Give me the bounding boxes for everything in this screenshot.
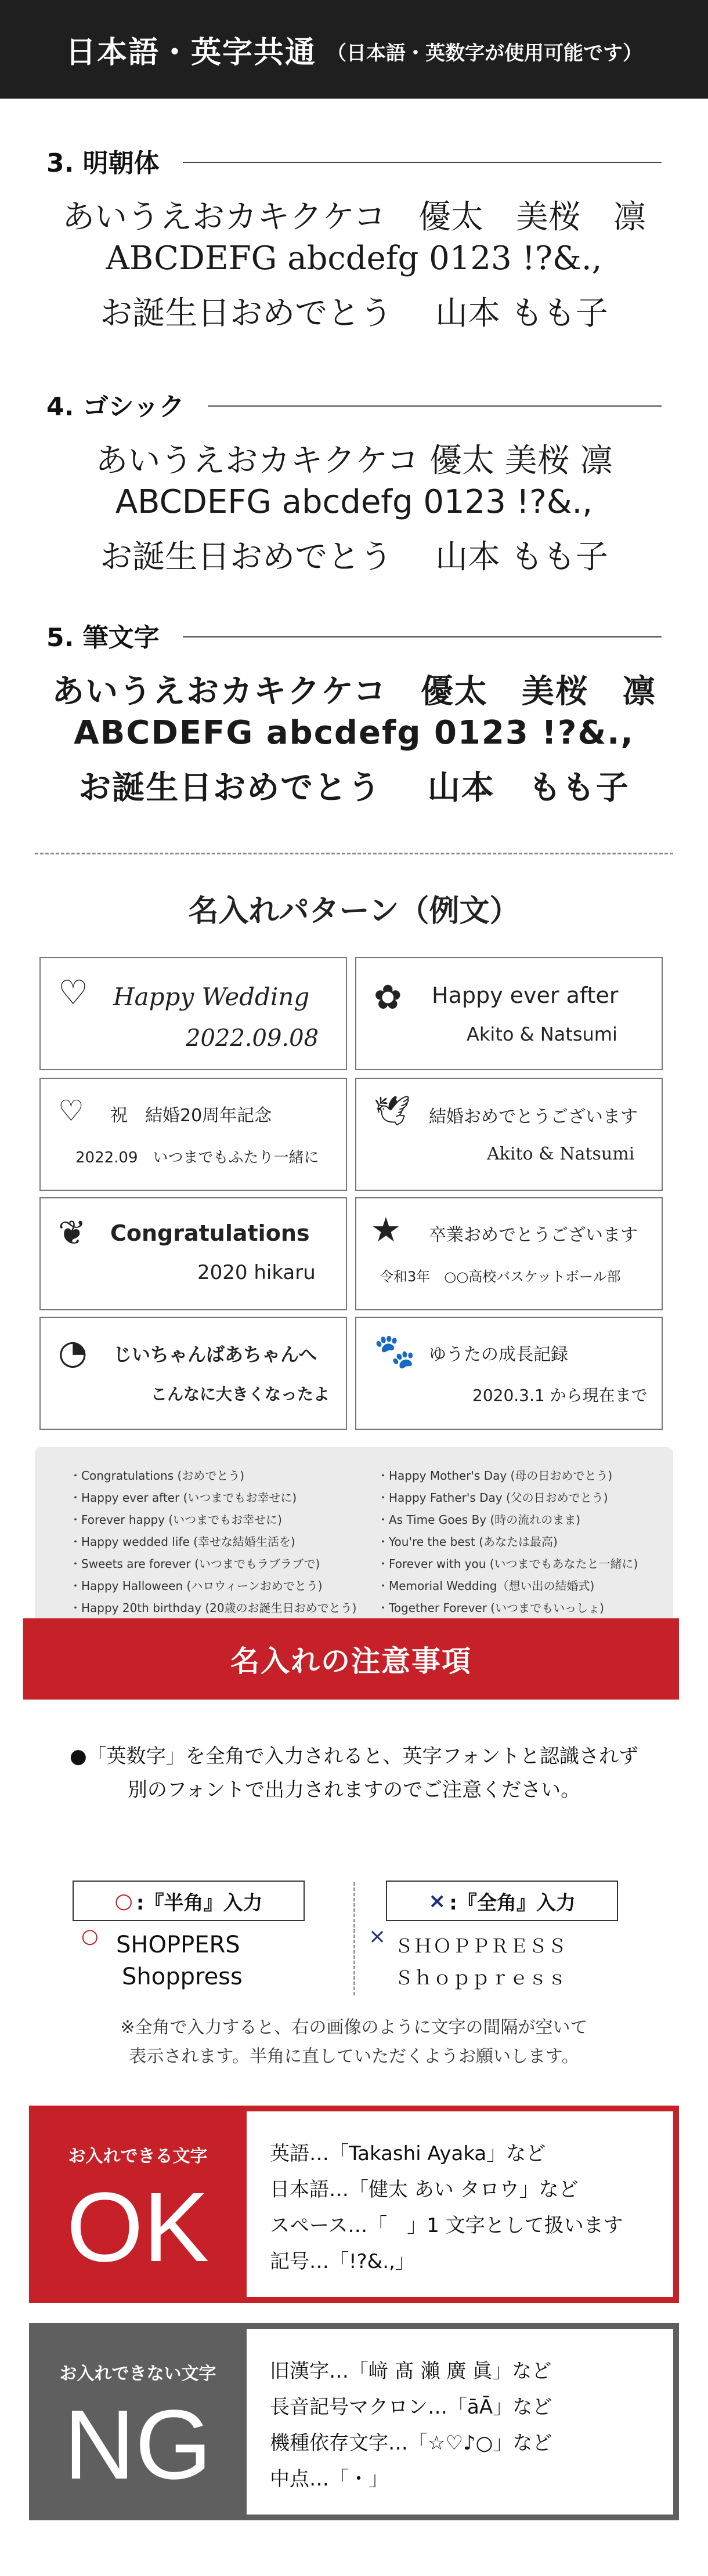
ok-block — [29, 2106, 679, 2303]
pattern-line-2: こんなに大きくなったよ — [151, 1385, 330, 1404]
example-item: ・Happy wedded life (幸せな結婚生活を) — [70, 1535, 295, 1549]
sample-line: あいうえおカキクケコ 優太 美桜 凛 — [62, 198, 646, 236]
sample-line: ABCDEFG abcdefg 0123 !?&., — [74, 714, 634, 752]
ng-list — [247, 2323, 679, 2520]
bird-icon: ◔ — [58, 1332, 88, 1372]
note-line-2: 別のフォントで出力されますのでご注意ください。 — [127, 1778, 581, 1802]
top-banner — [0, 0, 708, 99]
example-item: ・Forever happy (いつまでもお幸せに) — [70, 1513, 282, 1527]
heart-icon: ♡ — [58, 973, 88, 1012]
pattern-line-1: じいちゃんばあちゃんへ — [113, 1343, 317, 1365]
ng-item: 長音記号マクロン…「āĀ」など — [270, 2396, 552, 2419]
section-label: 5. 筆文字 — [46, 623, 160, 653]
section-rule — [183, 636, 662, 637]
pattern-box — [39, 1317, 347, 1430]
pattern-box — [39, 1078, 347, 1191]
example-item: ・Together Forever (いつまでもいっしょ) — [377, 1601, 604, 1615]
section-header — [46, 142, 662, 179]
sample-line: ABCDEFG abcdefg 0123 !?&., — [106, 240, 602, 277]
full-sample-1: ＳＨＯＰＰＲＥＳＳ — [395, 1935, 568, 1957]
pattern-line-2: 2022.09 いつまでもふたり一緒に — [75, 1149, 319, 1166]
pattern-line-1: 卒業おめでとうございます — [429, 1225, 638, 1245]
sample-line: お誕生日おめでとう 山本 もも子 — [100, 538, 608, 576]
section-label: 4. ゴシック — [46, 392, 185, 422]
notes-title-bar — [23, 1618, 679, 1700]
half-width-text: :『半角』入力 — [136, 1891, 263, 1915]
example-item: ・Sweets are forever (いつまでもラブラブで) — [70, 1557, 320, 1571]
ng-small-label: お入れできない文字 — [59, 2364, 216, 2384]
pattern-box — [355, 1078, 663, 1191]
ng-block — [29, 2323, 679, 2520]
caption-line-2: 表示されます。半角に直していただくようお願いします。 — [129, 2046, 579, 2067]
cross-mark-icon: × — [369, 1925, 386, 1948]
examples-panel — [35, 1447, 673, 1647]
sample-line: あいうえおカキクケコ 優太 美桜 凛 — [95, 442, 613, 480]
notes-title: 名入れの注意事項 — [230, 1644, 472, 1678]
ok-item: 日本語…「健太 あい タロウ」など — [270, 2178, 579, 2201]
ok-item: 英語…「Takashi Ayaka」など — [270, 2142, 546, 2165]
example-item: ・You're the best (あなたは最高) — [377, 1535, 558, 1549]
ng-big-label: NG — [64, 2390, 212, 2500]
ok-big-label: OK — [66, 2172, 209, 2282]
example-item: ・Happy Father's Day (父の日おめでとう) — [377, 1491, 608, 1505]
banner-title: 日本語・英字共通 — [65, 35, 316, 70]
pattern-line-1: Happy Wedding — [113, 983, 310, 1011]
pattern-line-2: 令和3年 ○○高校バスケットボール部 — [380, 1269, 621, 1285]
pattern-line-1: Happy ever after — [432, 983, 619, 1008]
ng-item: 機種依存文字…「☆♡♪○」など — [270, 2432, 552, 2455]
section-header — [46, 617, 662, 654]
pattern-line-2: Akito & Natsumi — [487, 1144, 635, 1164]
pattern-box — [355, 957, 663, 1070]
pattern-box — [39, 957, 347, 1070]
pattern-line-2: 2020.3.1 から現在まで — [472, 1386, 648, 1405]
examples-left — [70, 1465, 356, 1619]
pattern-line-2: Akito & Natsumi — [467, 1023, 617, 1045]
half-sample-1: SHOPPERS — [116, 1932, 240, 1958]
example-item: ・Happy Halloween (ハロウィーンおめでとう) — [70, 1579, 323, 1593]
full-width-text: :『全角』入力 — [449, 1891, 576, 1915]
pattern-line-1: ゆうたの成長記録 — [429, 1345, 568, 1365]
paw-icon: 🐾 — [374, 1331, 416, 1371]
sample-line: ABCDEFG abcdefg 0123 !?&., — [115, 483, 593, 521]
vertical-divider — [353, 1882, 355, 1995]
ok-item: スペース…「 」1 文字として扱います — [270, 2214, 623, 2237]
examples-right — [377, 1465, 638, 1619]
example-item: ・Happy ever after (いつまでもお幸せに) — [70, 1491, 297, 1505]
pattern-line-1: 祝 結婚20周年記念 — [110, 1106, 272, 1126]
example-item: ・As Time Goes By (時の流れのまま) — [377, 1513, 581, 1527]
example-item: ・Happy Mother's Day (母の日おめでとう) — [377, 1469, 613, 1483]
caption-line-1: ※全角で入力すると、右の画像のように文字の間隔が空いて — [120, 2017, 588, 2038]
note-line-1: ●「英数字」を全角で入力されると、英字フォントと認識されず — [70, 1745, 638, 1768]
section-header — [46, 386, 662, 423]
dashed-divider — [35, 853, 673, 854]
flower-icon: ✿ — [374, 977, 402, 1017]
half-sample-2: Shoppress — [122, 1963, 243, 1990]
pattern-box — [355, 1317, 663, 1430]
sample-line: お誕生日おめでとう 山本 もも子 — [78, 769, 630, 807]
circle-icon: ○ — [114, 1889, 133, 1913]
example-item: ・Forever with you (いつまでもあなたと一緒に) — [377, 1557, 638, 1571]
circle-mark-icon: ○ — [81, 1925, 99, 1948]
leaf-icon: ❦ — [58, 1213, 86, 1252]
ok-list — [247, 2106, 679, 2303]
ng-badge — [29, 2323, 247, 2520]
cross-icon: × — [428, 1889, 446, 1913]
section-label: 3. 明朝体 — [46, 148, 160, 178]
pattern-box — [39, 1197, 347, 1310]
banner-subtitle: （日本語・英数字が使用可能です） — [327, 41, 642, 65]
section-rule — [183, 162, 662, 163]
full-width-label — [386, 1881, 618, 1921]
full-sample-2: Ｓｈｏｐｐｒｅｓｓ — [395, 1967, 568, 1989]
section-rule — [208, 405, 662, 407]
ok-item: 記号…「!?&.,」 — [270, 2250, 415, 2273]
pattern-line-1: Congratulations — [110, 1220, 310, 1246]
example-item: ・Happy 20th birthday (20歳のお誕生日おめでとう) — [70, 1601, 357, 1615]
pattern-line-2: 2020 hikaru — [197, 1261, 316, 1284]
patterns-title: 名入れパターン（例文） — [188, 894, 520, 929]
pattern-line-2: 2022.09.08 — [186, 1025, 319, 1052]
ok-badge — [29, 2106, 247, 2303]
star-icon: ★ — [371, 1210, 401, 1249]
dove-icon: 🕊 — [374, 1094, 411, 1128]
ng-item: 旧漢字…「﨑 髙 瀨 廣 眞」など — [270, 2360, 552, 2383]
sample-line: あいうえおカキクケコ 優太 美桜 凛 — [52, 673, 656, 711]
hearts-icon: ♡ — [58, 1094, 84, 1128]
half-width-label — [73, 1881, 305, 1921]
sample-line: お誕生日おめでとう 山本 もも子 — [100, 295, 608, 332]
ng-item: 中点…「・」 — [270, 2468, 388, 2491]
example-item: ・Congratulations (おめでとう) — [70, 1469, 245, 1483]
example-item: ・Memorial Wedding（想い出の結婚式) — [377, 1579, 595, 1593]
ok-small-label: お入れできる文字 — [68, 2146, 208, 2166]
pattern-line-1: 結婚おめでとうございます — [429, 1107, 638, 1127]
pattern-box — [355, 1197, 663, 1310]
